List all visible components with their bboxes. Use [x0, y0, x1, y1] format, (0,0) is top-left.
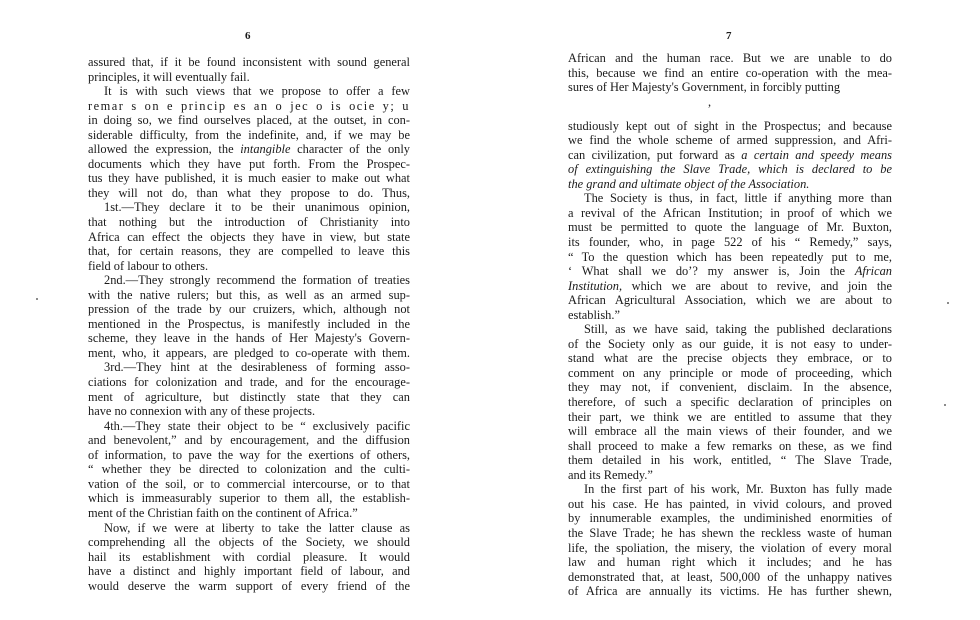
- text-line: Now, if we were at liberty to take the latter clause as: [104, 520, 410, 535]
- page-number: 7: [726, 30, 732, 42]
- text-line: which is immeasurably superior to them all, the establish-: [88, 491, 410, 506]
- text-line: African Agricultural Association, which we are about to: [568, 293, 892, 308]
- text-line: establish.”: [568, 307, 620, 322]
- text-line: the grand and ultimate object of the Association.: [568, 176, 810, 191]
- text-line: 3rd.—They hint at the desirableness of forming asso-: [104, 360, 410, 375]
- text-line: of Africa are annually its victims. He has further shewn,: [568, 584, 892, 599]
- text-line: they may not, if convenient, disclaim. In the absence,: [568, 380, 892, 395]
- text-line: of information, to pave the way for the exertions of others,: [88, 447, 410, 462]
- text-line: siderable difficulty, from the indefinite, and, if we may be: [88, 127, 410, 142]
- text-line: and benevolent,” and by encouragement, and the diffusion: [88, 433, 410, 448]
- text-line: scheme, they leave in the hands of Her Majesty's Govern-: [88, 331, 410, 346]
- text-line: life, the spoliation, the misery, the violation of every moral: [568, 540, 892, 555]
- text-line: shall proceed to make a few remarks on these, as we find: [568, 438, 892, 453]
- text-line: a revival of the African Institution; in proof of which we: [568, 205, 892, 220]
- text-line: of extinguishing the Slave Trade, which is declared to be: [568, 162, 892, 177]
- text-line: “ To the question which has been repeatedly put to me,: [568, 249, 892, 264]
- page-body-text: [568, 51, 892, 599]
- text-line: 1st.—They declare it to be their unanimous opinion,: [104, 200, 410, 215]
- text-line: them detailed in his work, entitled, “ The Slave Trade,: [568, 453, 892, 468]
- text-line: assured that, if it be found inconsistent with sound general: [88, 55, 410, 69]
- scan-speck: [36, 298, 38, 300]
- text-line: studiously kept out of sight in the Prospectus; and because: [568, 118, 892, 133]
- text-line: ment of the Christian faith on the continent of Africa.”: [88, 505, 358, 520]
- right-page: [490, 0, 980, 620]
- text-line: The Society is thus, in fact, little if anything more than: [584, 191, 892, 206]
- text-line: therefore, of such a specific declaration of principles on: [568, 395, 892, 410]
- text-line: ciations for colonization and trade, and for the encourage-: [88, 375, 410, 390]
- text-line: sures of Her Majesty's Government, in forcibly putting: [568, 80, 841, 95]
- text-line: the Slave Trade; he has shewn the reckless waste of human: [568, 525, 892, 540]
- text-line: Institution, which we are about to revive, and join the: [568, 278, 892, 293]
- text-line: field of labour to others.: [88, 258, 209, 273]
- text-line: with the native rulers; but this, as well as an armed sup-: [88, 287, 410, 302]
- text-line: can civilization, put forward as a certain and speedy means: [568, 147, 892, 162]
- text-line: their part, we think we are entitled to assume that they: [568, 409, 892, 424]
- text-line: this, because we find an entire co-operation with the mea-: [568, 65, 892, 80]
- text-line: pression of the trade by our cruizers, which, although not: [88, 302, 410, 317]
- text-line: law and human right which it includes; and he has: [568, 555, 892, 570]
- scan-speck: [944, 404, 946, 406]
- text-line: we find the whole scheme of armed suppression, and Afri-: [568, 133, 892, 148]
- text-line: hail its establishment with cordial pleasure. It would: [88, 549, 410, 564]
- text-line: documents which they have put forth. From the Prospec-: [88, 156, 410, 171]
- text-line: they will not do, than what they propose to do. Thus,: [88, 185, 410, 200]
- text-line: have a distinct and highly important field of labour, and: [88, 564, 410, 579]
- text-line: remar s on e princip es an o jec o is ocie y; u: [88, 98, 410, 113]
- text-line: in doing so, we find ourselves placed, at the outset, in con-: [88, 113, 410, 128]
- scan-speck: [947, 302, 949, 304]
- text-line: that nothing but the introduction of Christianity into: [88, 215, 410, 230]
- text-line: of the Society only as our guide, it is not easy to under-: [568, 336, 892, 351]
- text-line: Still, as we have said, taking the published declarations: [584, 322, 892, 337]
- text-line: In the first part of his work, Mr. Buxton has fully made: [584, 482, 892, 497]
- text-line: must be permitted to quote the language of Mr. Buxton,: [568, 220, 892, 235]
- text-line: principles, it will eventually fail.: [88, 69, 250, 84]
- text-line: that, for certain reasons, they are compelled to leave this: [88, 244, 410, 259]
- text-line: comment on any principle or mode of proceeding, which: [568, 365, 892, 380]
- text-line: will embrace all the main views of their founder, and we: [568, 424, 892, 439]
- text-line: by innumerable examples, the undiminished enormities of: [568, 511, 892, 526]
- text-line: and its Remedy.”: [568, 467, 653, 482]
- text-line: ,: [708, 94, 712, 109]
- text-line: comprehending all the objects of the Society, we should: [88, 535, 410, 550]
- text-line: mentioned in the Prospectus, is manifestly included in the: [88, 316, 410, 331]
- text-line: out his case. He has painted, in vivid colours, and proved: [568, 496, 892, 511]
- text-line: allowed the expression, the intangible character of the only: [88, 142, 410, 157]
- text-line: would deserve the warm support of every friend of the: [88, 578, 410, 593]
- text-line: 4th.—They state their object to be “ exclusively pacific: [104, 418, 410, 433]
- text-line: 2nd.—They strongly recommend the formation of treaties: [104, 273, 410, 288]
- text-line: African and the human race. But we are unable to do: [568, 51, 892, 65]
- text-line: It is with such views that we propose to offer a few: [104, 84, 410, 99]
- text-line: “ whether they be directed to colonization and the culti-: [88, 462, 410, 477]
- text-line: vation of the soil, or to commercial intercourse, or to that: [88, 476, 410, 491]
- text-line: demonstrated that, at least, 500,000 of the unhappy natives: [568, 569, 892, 584]
- text-line: ment, who, it appears, are pledged to co-operate with them.: [88, 345, 410, 360]
- text-line: stand what are the precise objects they embrace, or to: [568, 351, 892, 366]
- text-line: tus they have published, it is much easier to make out what: [88, 171, 410, 186]
- text-line: ‘ What shall we do’? my answer is, Join the African: [568, 264, 892, 279]
- text-line: ment of agriculture, but distinctly state that they can: [88, 389, 410, 404]
- text-line: its founder, who, in page 522 of his “ Remedy,” says,: [568, 235, 892, 250]
- text-line: Africa can effect the objects they have in view, but state: [88, 229, 410, 244]
- text-line: have no connexion with any of these projects.: [88, 404, 316, 419]
- page-number: 6: [245, 30, 251, 42]
- page-body-text: [88, 55, 410, 593]
